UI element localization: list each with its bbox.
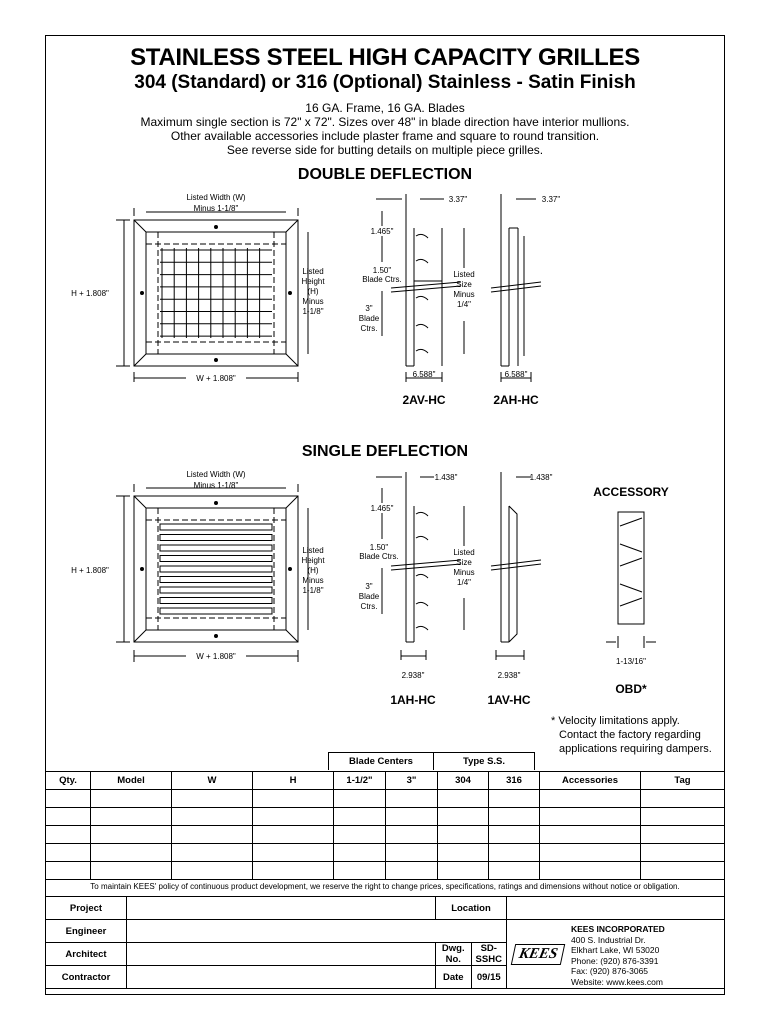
sd-lh-4: 1-1/8" [302,586,324,595]
date-label: Date [436,966,471,988]
col-316: 316 [489,772,540,790]
dd-bc3-1: Blade [358,314,380,323]
dd-h-total: H + 1.808" [71,289,109,298]
dd-w-total: W + 1.808" [196,374,236,383]
dd-ls-3: 1/4" [457,300,471,309]
cell[interactable] [386,826,438,844]
obd-label: OBD* [615,682,647,696]
cell[interactable] [334,790,386,808]
cell[interactable] [386,862,438,880]
cell[interactable] [386,808,438,826]
sd-dim-1438-b: 1.438" [529,473,553,482]
technical-drawings [46,36,726,716]
page-subtitle: 304 (Standard) or 316 (Optional) Stainless - Satin Finish [134,72,636,93]
velocity-line-3: applications requiring dampers. [559,743,712,755]
sd-lh-3: Minus [302,576,324,585]
dd-ls-1: Size [456,280,472,289]
company-fax: Fax: (920) 876-3065 [571,966,649,976]
dd-dim-337-b: 3.37" [541,195,561,204]
sd-minus-w: Minus 1-1/8" [193,481,239,490]
company-address [571,924,665,987]
cell[interactable] [172,826,253,844]
cell[interactable] [641,826,725,844]
date-cell [436,966,507,989]
sd-listed-width: Listed Width (W) [186,470,246,479]
note-line-3: Other available accessories include plaster frame and square to round transition. [170,129,600,143]
group-blade-centers: Blade Centers [329,753,434,771]
dwg-cell [436,943,507,966]
single-grille-front-view [116,484,308,662]
dd-dim-6588-b: 6.588" [504,370,528,379]
cell[interactable] [334,844,386,862]
table-row [46,808,725,826]
page-title: STAINLESS STEEL HIGH CAPACITY GRILLES [130,44,640,71]
sd-lh-0: Listed [302,546,324,555]
sd-ls-2: Minus [453,568,475,577]
cell[interactable] [540,862,641,880]
sd-bc3-0: 3" [365,582,373,591]
sd-ls-3: 1/4" [457,578,471,587]
cell[interactable] [46,808,91,826]
sd-dim-2938-b: 2.938" [497,671,521,680]
table-row [46,862,725,880]
dd-bc150-1: Blade Ctrs. [362,275,402,284]
velocity-line-1: * Velocity limitations apply. [551,715,680,727]
cell[interactable] [489,862,540,880]
single-deflection-heading: SINGLE DEFLECTION [301,443,469,460]
kees-logo-text: KEES [511,944,566,965]
sd-bc150-0: 1.50" [369,543,389,552]
cell[interactable] [334,862,386,880]
disclaimer: To maintain KEES' policy of continuous product development, we reserve the right to change prices, specifications, ratings and dimensions without notice or obligation. [90,882,680,891]
dd-bc3-2: Ctrs. [360,324,378,333]
company-name: KEES INCORPORATED [571,924,665,934]
accessory-heading: ACCESSORY [593,485,669,499]
cell[interactable] [641,808,725,826]
sd-dim-1465: 1.465" [370,504,394,513]
table-row [46,790,725,808]
model-2ah-hc: 2AH-HC [493,393,539,407]
cell[interactable] [172,862,253,880]
double-deflection-heading: DOUBLE DEFLECTION [297,166,473,183]
dd-ls-2: Minus [453,290,475,299]
cell[interactable] [540,808,641,826]
engineer-label: Engineer [46,920,127,943]
cell[interactable] [46,826,91,844]
group-type-ss: Type S.S. [434,753,535,771]
dd-bc150-0: 1.50" [372,266,392,275]
table-row [46,844,725,862]
sd-dim-1438-a: 1.438" [434,473,458,482]
contractor-label: Contractor [46,966,127,989]
project-label: Project [46,897,127,920]
velocity-note [551,714,712,756]
cell[interactable] [438,790,489,808]
cell[interactable] [386,844,438,862]
cell[interactable] [91,790,172,808]
sd-bc3-2: Ctrs. [360,602,378,611]
section-1ah-hc [376,472,464,660]
cell[interactable] [91,826,172,844]
cell[interactable] [253,808,334,826]
dd-dim-1465: 1.465" [370,227,394,236]
schedule-table [45,771,725,880]
cell[interactable] [540,826,641,844]
obd-dim: 1-13/16" [616,657,646,666]
cell[interactable] [253,790,334,808]
model-1ah-hc: 1AH-HC [390,693,436,707]
cell[interactable] [334,826,386,844]
sd-h-total: H + 1.808" [71,566,109,575]
cell[interactable] [253,862,334,880]
note-line-1: 16 GA. Frame, 16 GA. Blades [305,101,465,115]
cell[interactable] [91,808,172,826]
sd-bc150-1: Blade Ctrs. [359,552,399,561]
dd-lh-2: (H) [307,287,319,296]
cell[interactable] [641,790,725,808]
cell[interactable] [334,808,386,826]
model-2av-hc: 2AV-HC [402,393,446,407]
cell[interactable] [172,790,253,808]
cell[interactable] [46,844,91,862]
col-accessories: Accessories [540,772,641,790]
location-label: Location [436,897,507,920]
cell[interactable] [438,826,489,844]
obd-damper-drawing [606,512,656,648]
cell[interactable] [489,826,540,844]
dd-lh-4: 1-1/8" [302,307,324,316]
col-blade-15: 1-1/2" [334,772,386,790]
cell[interactable] [489,808,540,826]
cell[interactable] [489,790,540,808]
cell[interactable] [253,826,334,844]
project-field[interactable] [127,897,436,920]
cell[interactable] [641,862,725,880]
dwg-label: Dwg. No. [436,943,471,965]
col-model: Model [91,772,172,790]
engineer-field[interactable] [127,920,507,943]
location-field[interactable] [507,897,725,920]
cell[interactable] [438,808,489,826]
schedule-group-headers [328,752,535,770]
col-h: H [253,772,334,790]
section-1av-hc [491,472,541,660]
dd-listed-width: Listed Width (W) [186,193,246,202]
cell[interactable] [438,862,489,880]
dd-lh-3: Minus [302,297,324,306]
spec-sheet [45,35,725,995]
dd-minus-w: Minus 1-1/8" [193,204,239,213]
cell[interactable] [540,844,641,862]
dd-dim-337-a: 3.37" [448,195,468,204]
dd-ls-0: Listed [453,270,475,279]
cell[interactable] [253,844,334,862]
company-website[interactable]: Website: www.kees.com [571,976,663,987]
cell[interactable] [46,862,91,880]
architect-label: Architect [46,943,127,966]
sd-ls-0: Listed [453,548,475,557]
sd-dim-2938-a: 2.938" [401,671,425,680]
cell[interactable] [172,844,253,862]
col-w: W [172,772,253,790]
section-2ah-hc [491,194,541,382]
kees-logo [507,920,571,989]
velocity-line-2: Contact the factory regarding [559,729,701,741]
cell[interactable] [46,790,91,808]
table-row [46,826,725,844]
col-tag: Tag [641,772,725,790]
model-1av-hc: 1AV-HC [487,693,531,707]
section-2av-hc [376,194,464,382]
note-line-4: See reverse side for butting details on multiple piece grilles. [226,143,544,157]
sd-ls-1: Size [456,558,472,567]
col-304: 304 [438,772,489,790]
col-blade-3: 3" [386,772,438,790]
cell[interactable] [489,844,540,862]
sd-w-total: W + 1.808" [196,652,236,661]
cell[interactable] [641,844,725,862]
company-address-2: Elkhart Lake, WI 53020 [571,945,660,955]
schedule-header-row [46,772,725,790]
company-address-1: 400 S. Industrial Dr. [571,934,646,945]
cell[interactable] [386,790,438,808]
architect-field[interactable] [127,943,436,966]
dd-bc3-0: 3" [365,304,373,313]
company-phone: Phone: (920) 876-3391 [571,955,659,966]
dd-lh-1: Height [301,277,325,286]
col-qty: Qty. [46,772,91,790]
contractor-field[interactable] [127,966,436,989]
cell[interactable] [172,808,253,826]
sd-lh-1: Height [301,556,325,565]
sd-bc3-1: Blade [358,592,380,601]
date-value: 09/15 [476,971,501,983]
cell[interactable] [91,862,172,880]
cell[interactable] [91,844,172,862]
cell[interactable] [438,844,489,862]
dd-dim-6588-a: 6.588" [412,370,436,379]
note-line-2: Maximum single section is 72" x 72". Sizes over 48" in blade direction have interior mullions. [140,115,630,129]
sd-lh-2: (H) [307,566,319,575]
dwg-value: SD-SSHC [475,943,502,965]
dd-lh-0: Listed [302,267,324,276]
cell[interactable] [540,790,641,808]
double-grille-front-view [116,208,308,382]
